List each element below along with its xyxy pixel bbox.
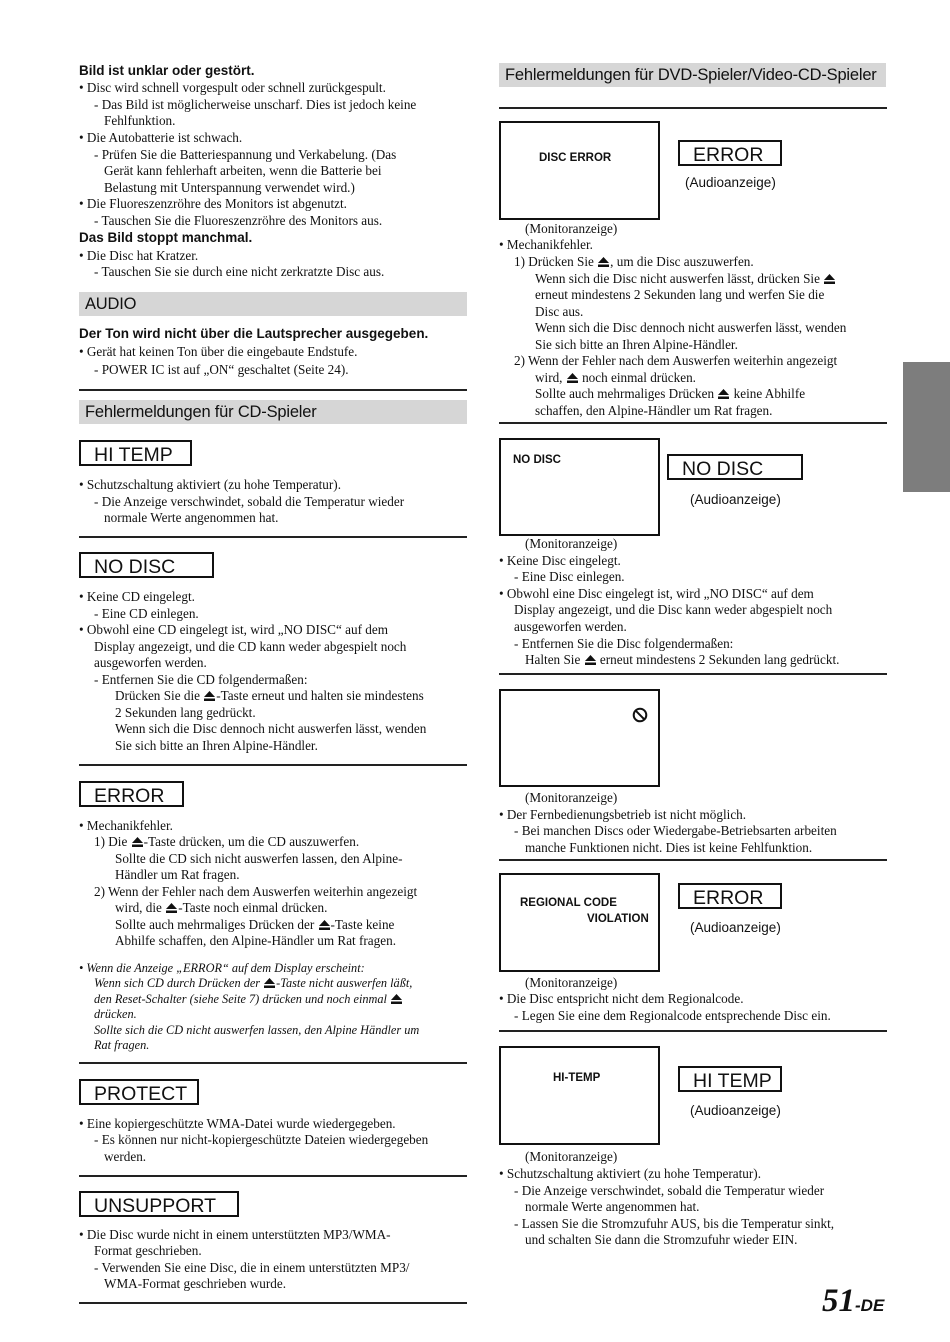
text-line: • Obwohl eine CD eingelegt ist, wird „NO DISC“ auf dem [79, 622, 388, 637]
text-line: • Mechanikfehler. [499, 237, 593, 252]
monitor-caption: (Monitoranzeige) [525, 1149, 618, 1164]
text-line: wird, noch einmal drücken. [535, 370, 696, 385]
text-line: - Die Anzeige verschwindet, sobald die Temperatur wieder [94, 494, 405, 509]
text-line: normale Werte angenommen hat. [104, 510, 279, 525]
code-error: ERROR [678, 883, 782, 909]
divider [499, 107, 887, 109]
text-line: manche Funktionen nicht. Dies ist keine Fehlfunktion. [525, 840, 813, 855]
text-line: - Tauschen Sie die Fluoreszenzröhre des Monitors aus. [94, 213, 383, 228]
text-line: - Bei manchen Discs oder Wiedergabe-Betriebsarten arbeiten [514, 823, 837, 838]
divider [499, 673, 887, 675]
text-line: Sie sich bitte an Ihren Alpine-Händler. [535, 337, 738, 352]
text-line: - Eine Disc einlegen. [514, 569, 625, 584]
divider [79, 1175, 467, 1177]
divider [79, 1062, 467, 1064]
eject-icon [391, 994, 402, 1004]
eject-icon [718, 389, 729, 399]
note-line: Sollte sich die CD nicht auswerfen lassen, den Alpine Händler um [94, 1023, 420, 1037]
monitor-caption: (Monitoranzeige) [525, 536, 618, 551]
divider [499, 422, 887, 424]
code-nodisc: NO DISC [79, 552, 214, 578]
heading-bild-unklar: Bild ist unklar oder gestört. [79, 63, 255, 78]
text-line: • Disc wird schnell vorgespult oder schnell zurückgespult. [79, 80, 386, 95]
monitor-display [499, 1046, 660, 1145]
section-title-audio: AUDIO [79, 292, 467, 316]
text-line: Disc aus. [535, 304, 584, 319]
text-line: • Schutzschaltung aktiviert (zu hohe Temperatur). [499, 1166, 761, 1181]
text-line: ausgeworfen werden. [514, 619, 627, 634]
note-line: den Reset-Schalter (siehe Seite 7) drücken und noch einmal [94, 991, 403, 1008]
text-line: - Legen Sie eine dem Regionalcode entsprechende Disc ein. [514, 1008, 831, 1023]
text-line: 2) Wenn der Fehler nach dem Auswerfen weiterhin angezeigt [514, 353, 838, 368]
eject-icon [132, 837, 143, 847]
text-line: • Der Fernbedienungsbetrieb ist nicht möglich. [499, 807, 747, 822]
text-line: - POWER IC ist auf „ON“ geschaltet (Seite 24). [94, 362, 349, 377]
text-line: erneut mindestens 2 Sekunden lang und werfen Sie die [535, 287, 825, 302]
text-line: • Die Disc wurde nicht in einem unterstützten MP3/WMA- [79, 1227, 391, 1242]
text-line: 1) Drücken Sie , um die Disc auszuwerfen. [514, 254, 754, 269]
text-line: Sie sich bitte an Ihren Alpine-Händler. [115, 738, 318, 753]
text-line: Halten Sie erneut mindestens 2 Sekunden lang gedrückt. [525, 652, 840, 667]
eject-icon [585, 655, 596, 665]
text-line: Display angezeigt, und die Disc kann weder abgespielt noch [514, 602, 833, 617]
text-line: • Die Disc hat Kratzer. [79, 248, 199, 263]
eject-icon [319, 920, 330, 930]
code-error: ERROR [79, 781, 184, 807]
monitor-display [499, 689, 660, 787]
text-line: und schalten Sie dann die Stromzufuhr wieder EIN. [525, 1232, 798, 1247]
eject-icon [598, 257, 609, 267]
text-line: WMA-Format geschrieben wurde. [104, 1276, 287, 1291]
monitor-display [499, 873, 660, 972]
text-line: wird, die -Taste noch einmal drücken. [115, 900, 328, 915]
text-line: • Schutzschaltung aktiviert (zu hohe Temperatur). [79, 477, 341, 492]
text-line: Sollte auch mehrmaliges Drücken keine Abhilfe [535, 386, 806, 401]
code-hitemp: HI TEMP [678, 1066, 782, 1092]
text-line: - Verwenden Sie eine Disc, die in einem unterstützten MP3/ [94, 1260, 410, 1275]
text-line: • Gerät hat keinen Ton über die eingebaute Endstufe. [79, 344, 358, 359]
audio-caption: (Audioanzeige) [685, 175, 776, 190]
eject-icon [204, 691, 215, 701]
text-line: Gerät kann fehlerhaft arbeiten, wenn die Batterie bei [104, 163, 382, 178]
eject-icon [567, 373, 578, 383]
section-title-dvd: Fehlermeldungen für DVD-Spieler/Video-CD-Spieler [499, 63, 886, 87]
page-number: 51-DE [822, 1283, 885, 1319]
eject-icon [166, 903, 177, 913]
text-line: - Die Anzeige verschwindet, sobald die Temperatur wieder [514, 1183, 825, 1198]
text-line: 2 Sekunden lang gedrückt. [115, 705, 256, 720]
divider [79, 389, 467, 391]
text-line: • Eine kopiergeschützte WMA-Datei wurde wiedergegeben. [79, 1116, 396, 1131]
text-line: 1) Die -Taste drücken, um die CD auszuwerfen. [94, 834, 360, 849]
eject-icon [824, 274, 835, 284]
prohibited-icon [632, 707, 648, 723]
code-unsupport: UNSUPPORT [79, 1191, 239, 1217]
text-line: werden. [104, 1149, 147, 1164]
text-line: - Entfernen Sie die CD folgendermaßen: [94, 672, 308, 687]
text-line: Wenn sich die Disc nicht auswerfen lässt, drücken Sie [535, 271, 836, 288]
text-line: normale Werte angenommen hat. [525, 1199, 700, 1214]
code-error: ERROR [678, 140, 782, 166]
note-line: drücken. [94, 1007, 137, 1021]
code-hitemp: HI TEMP [79, 440, 192, 466]
monitor-caption: (Monitoranzeige) [525, 790, 618, 805]
text-line: Display angezeigt, und die CD kann weder abgespielt noch [94, 639, 407, 654]
audio-caption: (Audioanzeige) [690, 920, 781, 935]
text-line: - Prüfen Sie die Batteriespannung und Verkabelung. (Das [94, 147, 397, 162]
text-line: • Die Autobatterie ist schwach. [79, 130, 243, 145]
text-line: 2) Wenn der Fehler nach dem Auswerfen weiterhin angezeigt [94, 884, 418, 899]
section-title-cd: Fehlermeldungen für CD-Spieler [79, 400, 467, 424]
text-line: ausgeworfen werden. [94, 655, 207, 670]
text-line: Format geschrieben. [94, 1243, 202, 1258]
text-line: Sollte die CD sich nicht auswerfen lassen, den Alpine- [115, 851, 403, 866]
text-line: Wenn sich die Disc dennoch nicht auswerfen lässt, wenden [115, 721, 427, 736]
text-line: Wenn sich die Disc dennoch nicht auswerfen lässt, wenden [535, 320, 847, 335]
monitor-text: DISC ERROR [539, 152, 612, 164]
monitor-caption: (Monitoranzeige) [525, 975, 618, 990]
text-line: Fehlfunktion. [104, 113, 176, 128]
text-line: Abhilfe schaffen, den Alpine-Händler um Rat fragen. [115, 933, 396, 948]
divider [79, 1302, 467, 1304]
text-line: • Keine Disc eingelegt. [499, 553, 621, 568]
divider [79, 536, 467, 538]
text-line: • Obwohl eine Disc eingelegt ist, wird „NO DISC“ auf dem [499, 586, 814, 601]
monitor-text: REGIONAL CODE [520, 897, 617, 909]
text-line: Sollte auch mehrmaliges Drücken der -Taste keine [115, 917, 395, 932]
text-line: • Mechanikfehler. [79, 818, 173, 833]
text-line: - Das Bild ist möglicherweise unscharf. Dies ist jedoch keine [94, 97, 417, 112]
divider [499, 1030, 887, 1032]
text-line: - Entfernen Sie die Disc folgendermaßen: [514, 636, 734, 651]
heading-audio: Der Ton wird nicht über die Lautsprecher ausgegeben. [79, 326, 429, 341]
eject-icon [264, 978, 275, 988]
side-tab-marker [903, 362, 950, 492]
code-protect: PROTECT [79, 1079, 199, 1105]
monitor-caption: (Monitoranzeige) [525, 221, 618, 236]
divider [79, 764, 467, 766]
text-line: • Die Fluoreszenzröhre des Monitors ist abgenutzt. [79, 196, 347, 211]
text-line: - Es können nur nicht-kopiergeschützte Dateien wiedergegeben [94, 1132, 429, 1147]
text-line: Drücken Sie die -Taste erneut und halten sie mindestens [115, 688, 424, 703]
audio-caption: (Audioanzeige) [690, 492, 781, 507]
code-nodisc: NO DISC [667, 454, 803, 480]
text-line: • Keine CD eingelegt. [79, 589, 195, 604]
note-line: • Wenn die Anzeige „ERROR“ auf dem Display erscheint: [79, 961, 365, 975]
monitor-display [499, 121, 660, 220]
note-line: Wenn sich CD durch Drücken der -Taste nicht auswerfen läßt, [94, 976, 413, 990]
text-line: Händler um Rat fragen. [115, 867, 240, 882]
text-line: schaffen, den Alpine-Händler um Rat fragen. [535, 403, 773, 418]
monitor-text: VIOLATION [587, 913, 649, 925]
divider [499, 859, 887, 861]
heading-bild-stoppt: Das Bild stoppt manchmal. [79, 230, 253, 245]
note-line: Rat fragen. [94, 1038, 150, 1052]
text-line: - Tauschen Sie sie durch eine nicht zerkratzte Disc aus. [94, 264, 385, 279]
monitor-text: NO DISC [513, 454, 561, 466]
text-line: - Lassen Sie die Stromzufuhr AUS, bis die Temperatur sinkt, [514, 1216, 835, 1231]
text-line: • Die Disc entspricht nicht dem Regionalcode. [499, 991, 744, 1006]
text-line: - Eine CD einlegen. [94, 606, 199, 621]
monitor-display [499, 438, 660, 536]
audio-caption: (Audioanzeige) [690, 1103, 781, 1118]
text-line: Belastung mit Unterspannung verwendet wird.) [104, 180, 355, 195]
monitor-text: HI-TEMP [553, 1072, 601, 1084]
